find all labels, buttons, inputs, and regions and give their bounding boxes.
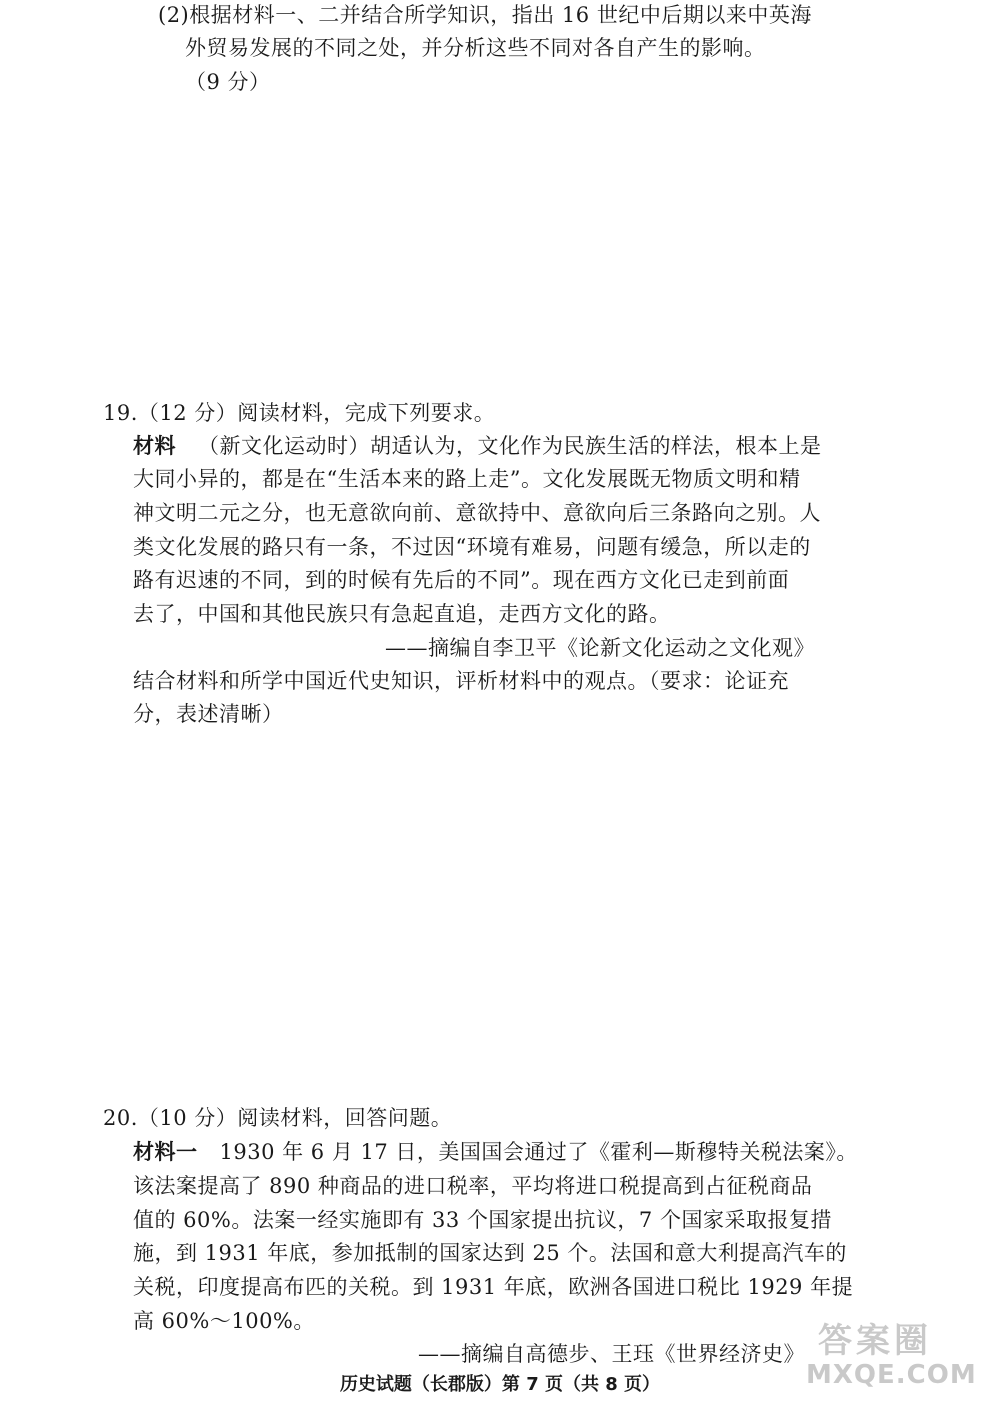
q18-part2-line-3: （9 分） — [185, 70, 271, 94]
q19-source: ——摘编自李卫平《论新文化运动之文化观》 — [385, 636, 815, 660]
watermark-logo — [798, 1322, 978, 1392]
q19-task-line-1: 结合材料和所学中国近代史知识，评析材料中的观点。（要求：论证充 — [133, 669, 789, 693]
q20-header: 20.（10 分）阅读材料，回答问题。 — [103, 1106, 453, 1130]
q20-material-line-2: 该法案提高了 890 种商品的进口税率，平均将进口税提高到占征税商品 — [133, 1174, 813, 1198]
q19-material-text: （新文化运动时）胡适认为，文化作为民族生活的样法，根本上是 — [198, 434, 822, 458]
watermark-bottom-text: MXQE.COM — [806, 1360, 977, 1390]
q19-task-line-2: 分，表述清晰） — [133, 702, 284, 726]
q20-material-line-5: 关税，印度提高布匹的关税。到 1931 年底，欧洲各国进口税比 1929 年提 — [133, 1275, 854, 1299]
q19-material-label: 材料 — [133, 433, 176, 458]
q19-header: 19.（12 分）阅读材料，完成下列要求。 — [103, 401, 496, 425]
q20-material-label: 材料一 — [133, 1139, 198, 1164]
watermark-top-text: 答案圈 — [818, 1321, 932, 1361]
q20-material-line-3: 值的 60%。法案一经实施即有 33 个国家提出抗议，7 个国家采取报复措 — [133, 1208, 832, 1232]
q20-material-text: 1930 年 6 月 17 日，美国国会通过了《霍利—斯穆特关税法案》。 — [219, 1140, 858, 1164]
q20-material-line-6: 高 60%～100%。 — [133, 1309, 315, 1333]
q18-part2-line-1: (2)根据材料一、二并结合所学知识，指出 16 世纪中后期以来中英海 — [158, 3, 812, 27]
q19-material-line-6: 去了，中国和其他民族只有急起直追，走西方文化的路。 — [133, 602, 671, 626]
q19-material-line-1 — [133, 431, 822, 461]
q20-material-line-1 — [133, 1137, 858, 1167]
q20-source: ——摘编自高德步、王珏《世界经济史》 — [418, 1342, 805, 1366]
q20-material-line-4: 施，到 1931 年底，参加抵制的国家达到 25 个。法国和意大利提高汽车的 — [133, 1241, 847, 1265]
q18-part2-line-2: 外贸易发展的不同之处，并分析这些不同对各自产生的影响。 — [185, 36, 766, 60]
q19-material-line-5: 路有迟速的不同，到的时候有先后的不同”。现在西方文化已走到前面 — [133, 568, 790, 592]
q19-material-line-2: 大同小异的，都是在“生活本来的路上走”。文化发展既无物质文明和精 — [133, 467, 801, 491]
q19-material-line-4: 类文化发展的路只有一条，不过因“环境有难易，问题有缓急，所以走的 — [133, 535, 811, 559]
page-footer: 历史试题（长郡版）第 7 页（共 8 页） — [339, 1374, 661, 1395]
q19-material-line-3: 神文明二元之分，也无意欲向前、意欲持中、意欲向后三条路向之别。人 — [133, 501, 821, 525]
